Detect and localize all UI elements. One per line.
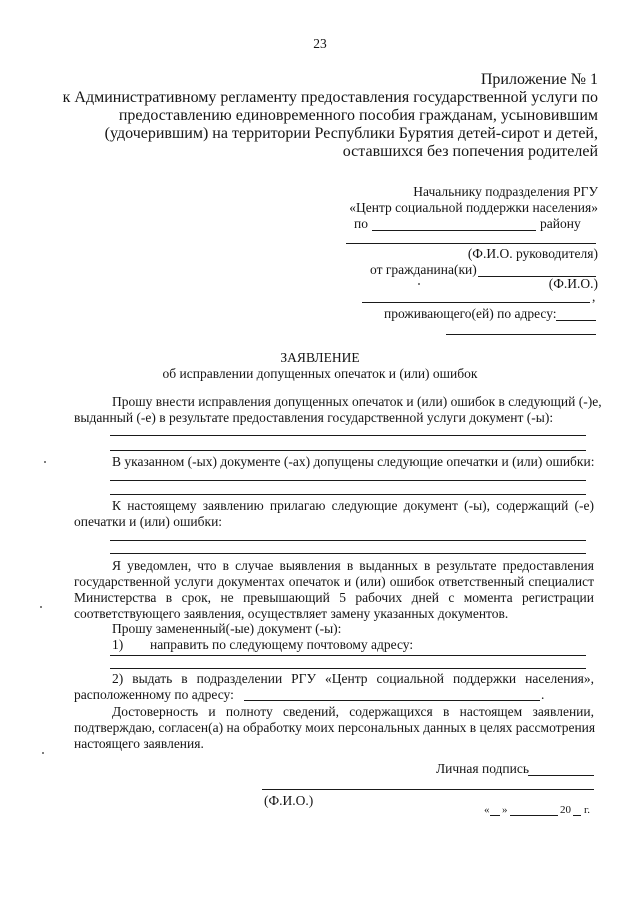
scan-speck: [44, 461, 46, 463]
scan-speck: [418, 283, 420, 285]
addressee-line-2: «Центр социальной поддержки населения»: [349, 200, 598, 215]
p6-line-3: настоящего заявления.: [74, 736, 204, 751]
date-year-suffix: г.: [584, 804, 591, 816]
signature-field[interactable]: [528, 775, 594, 776]
addressee-line-1: Начальнику подразделения РГУ: [413, 184, 598, 199]
postal-address-field-2[interactable]: [110, 668, 586, 669]
documents-field-2[interactable]: [110, 450, 586, 451]
signer-name-field[interactable]: [262, 789, 594, 790]
district-field[interactable]: [372, 230, 536, 231]
scan-speck: [40, 606, 42, 608]
addressee-rayon: району: [540, 216, 581, 231]
p4-line-4: соответствующего заявления, осуществляет замену указанных документов.: [74, 606, 509, 621]
header-line-4: оставшихся без попечения родителей: [342, 143, 598, 160]
option-2-line-2: расположенному по адресу:: [74, 687, 234, 702]
p3-line-2: опечатки и (или) ошибки:: [74, 514, 223, 529]
address-field-2[interactable]: [446, 334, 596, 335]
p6-line-1: Достоверность и полноту сведений, содержащихся в настоящем заявлении,: [112, 704, 594, 719]
option-1-number: 1): [112, 637, 124, 652]
p4-line-1: Я уведомлен, что в случае выявления в выданных в результате предоставления: [112, 558, 594, 573]
attachments-field-2[interactable]: [110, 553, 586, 554]
statement-subheading: об исправлении допущенных опечаток и (или) ошибок: [162, 366, 478, 381]
option-2-end: .: [541, 687, 545, 702]
scan-speck: [42, 752, 44, 754]
citizen-fio-caption: (Ф.И.О.): [548, 276, 598, 291]
date-open-quote: «: [484, 804, 490, 816]
residing-label: проживающего(ей) по адресу:: [384, 306, 557, 321]
p3-line-1: К настоящему заявлению прилагаю следующие документ (-ы), содержащий (-е): [112, 498, 594, 513]
header-line-1: к Административному регламенту предоставления государственной услуги по: [62, 89, 598, 106]
date-day-field[interactable]: [490, 815, 500, 816]
p1-line-2: выданный (-е) в результате предоставления государственной услуги документ (-ы):: [74, 410, 554, 425]
attachments-field-1[interactable]: [110, 540, 586, 541]
page-number: 23: [313, 36, 327, 51]
signer-fio-caption: (Ф.И.О.): [264, 793, 314, 808]
errors-field-1[interactable]: [110, 480, 586, 481]
p4-line-3: Министерства в срок, не превышающий 5 рабочих дней с момента регистрации: [74, 590, 594, 605]
p1-line-1: Прошу внести исправления допущенных опечаток и (или) ошибок в следующий (-)е,: [112, 394, 602, 409]
comma: ,: [592, 289, 596, 304]
header-line-3: (удочерившим) на территории Республики Бурятия детей-сирот и детей,: [104, 125, 598, 142]
statement-heading: ЗАЯВЛЕНИЕ: [280, 350, 360, 365]
postal-address-field-1[interactable]: [110, 655, 586, 656]
p6-line-2: подтверждаю, согласен(а) на обработку моих персональных данных в целях рассмотрения: [74, 720, 596, 735]
p2-text: В указанном (-ых) документе (-ах) допущены следующие опечатки и (или) ошибки:: [112, 454, 595, 469]
head-name-field[interactable]: [346, 243, 596, 244]
head-fio-caption: (Ф.И.О. руководителя): [467, 246, 598, 261]
appendix-title: Приложение № 1: [480, 71, 598, 88]
date-year-prefix: 20: [560, 804, 571, 816]
date-close-quote: »: [502, 804, 508, 816]
from-citizen-label: от гражданина(ки): [370, 262, 477, 277]
header-line-2: предоставлению единовременного пособия гражданам, усыновившим: [118, 107, 598, 124]
option-2-line-1: 2) выдать в подразделении РГУ «Центр социальной поддержки населения»,: [112, 671, 594, 686]
documents-field-1[interactable]: [110, 435, 586, 436]
date-month-field[interactable]: [510, 815, 558, 816]
option-1-text: направить по следующему почтовому адресу:: [150, 637, 414, 652]
addressee-po: по: [354, 216, 368, 231]
citizen-name-field-2[interactable]: [362, 302, 590, 303]
errors-field-2[interactable]: [110, 494, 586, 495]
date-year-field[interactable]: [573, 815, 581, 816]
p4-line-2: государственной услуги документах опечаток и (или) ошибок ответственный специалист: [74, 574, 594, 589]
signature-label: Личная подпись: [436, 761, 530, 776]
p5-text: Прошу замененный(-ые) документ (-ы):: [112, 621, 342, 636]
office-address-field[interactable]: [244, 700, 540, 701]
address-field-1[interactable]: [556, 320, 596, 321]
